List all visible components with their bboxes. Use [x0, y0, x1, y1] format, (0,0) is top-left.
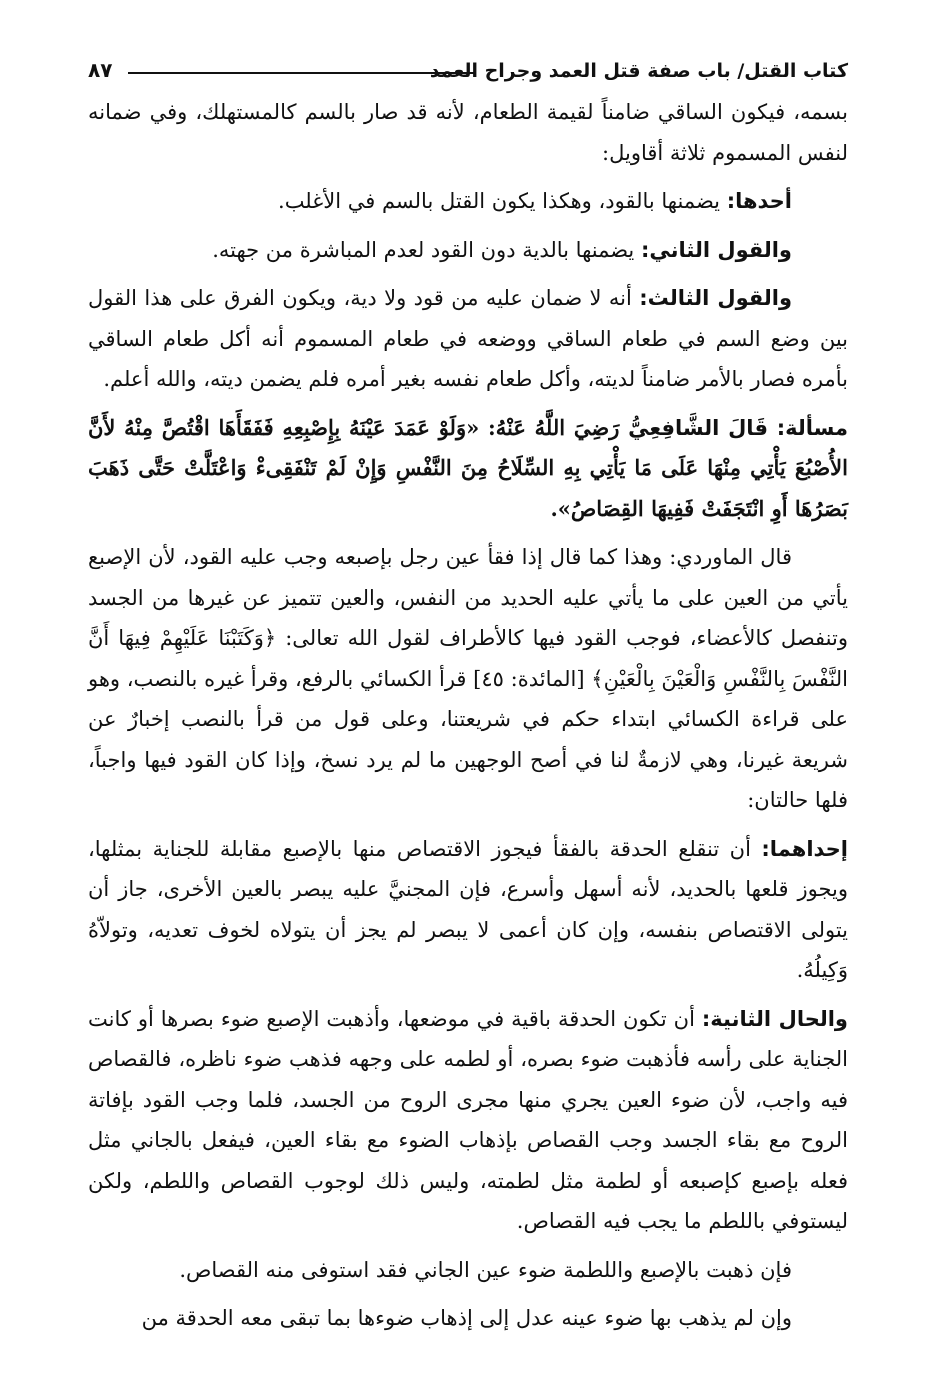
paragraph-text: أن تكون الحدقة باقية في موضعها، وأذهبت الإصبع ضوء بصرها أو كانت الجناية على رأسه فأذهبت ضوء بصره، أو لطمه على وجهه فذهب ضوء ناظره، فالقصاص فيه واجب، لأن ضوء العين يجري منها مجرى الروح من الجسد، فلما وجب القود بإفاتة الروح مع بقاء الجسد وجب القصاص بإذهاب الضوء مع بقاء العين، فيفعل بالجاني مثل فعله بإصبع كإصبعه أو لطمة مثل لطمته، وليس ذلك لوجوب القصاص واللطم، ولكن ليستوفي باللطم ما يجب فيه القصاص.: [88, 1006, 848, 1233]
paragraph-text: أنه لا ضمان عليه من قود ولا دية، ويكون الفرق على هذا القول بين وضع السم في طعام الساقي ووضعه في طعام المسموم أنه أكل طعام الساقي بأمره فصار بالأمر ضامناً لديته، وأكل طعام نفسه بغير أمره فلم يضمن ديته، والله أعلم.: [88, 286, 848, 391]
running-header: [88, 52, 848, 92]
paragraph-10: [88, 1298, 848, 1339]
paragraph-text: رَضِيَ اللَّهُ عَنْهُ: «وَلَوْ عَمَدَ عَيْنَهُ بِإِصْبِعِهِ فَفَقَأَهَا اقْتُصَّ مِنْهُ لأَنَّ الأُصْبُعَ يَأْتِي مِنْهَا عَلَى مَا يَأْتِي بِهِ السِّلَاحُ مِنَ النَّفْسِ وَإِنْ لَمْ تَنْفَقِىءْ وَاعْتَلَّتْ حَتَّى ذَهَبَ بَصَرُهَا أَوِ انْتَجَفَتْ فَفِيهَا القِصَاصُ».: [88, 414, 848, 521]
paragraph-text: بسمه، فيكون الساقي ضامناً لقيمة الطعام، لأنه قد صار بالسم كالمستهلك، وفي ضمانه لنفس المسموم ثلاثة أقاويل:: [88, 100, 848, 165]
book-page: [88, 52, 848, 1347]
paragraph-lead: أحدها:: [726, 189, 792, 213]
paragraph-text: يضمنها بالدية دون القود لعدم المباشرة من جهته.: [212, 237, 641, 262]
paragraph-7: [88, 829, 848, 991]
paragraph-text: وإن لم يذهب بها ضوء عينه عدل إلى إذهاب ضوءها بما تبقى معه الحدقة من: [141, 1306, 792, 1330]
paragraph-lead: إحداهما:: [761, 836, 848, 861]
paragraph-1: [88, 92, 848, 173]
paragraph-text: فإن ذهبت بالإصبع واللطمة ضوء عين الجاني فقد استوفى منه القصاص.: [179, 1257, 792, 1282]
paragraph-text: أن تنقلع الحدقة بالفقأ فيجوز الاقتصاص منها بالإصبع مقابلة للجناية بمثلها، ويجوز قلعها بالحديد، لأنه أسهل وأسرع، فإن المجنيَّ عليه يبصر بالعين الأخرى، جاز أن يتولى الاقتصاص بنفسه، وإن كان أعمى لا يبصر لم يجز أن يتولاه لخوف تعديه، وتولاّهُ وَكِيلُهُ.: [88, 836, 848, 982]
paragraph-9: [88, 1250, 848, 1291]
paragraph-lead: والقول الثاني:: [640, 237, 792, 262]
paragraph-text: يضمنها بالقود، وهكذا يكون القتل بالسم في الأغلب.: [278, 189, 727, 213]
paragraph-text: قال الماوردي: وهذا كما قال إذا فقأ عين رجل بإصبعه وجب عليه القود، لأن الإصبع يأتي من العين على ما يأتي عليه الحديد من النفس، والعين تتميز عن غيرها من الجسد وتنفصل كالأعضاء، فوجب القود فيها كالأطراف لقول الله تعالى: ﴿وَكَتَبْنَا عَلَيْهِمْ فِيهَا أَنَّ النَّفْسَ بِالنَّفْسِ وَالْعَيْنَ بِالْعَيْنِ﴾ [المائدة: ٤٥] قرأ الكسائي بالرفع، وقرأ غيره بالنصب، وهو على قراءة الكسائي ابتداء حكم في شريعتنا، وعلى قول من قرأ بالنصب إخبارٌ عن شريعة غيرنا، وهي لازمةٌ لنا في أصح الوجهين ما لم يرد نسخ، وإذا كان القود فيها واجباً، فلها حالتان:: [88, 545, 849, 812]
paragraph-lead: مسألة: قَالَ الشَّافِعِيُّ: [628, 415, 848, 440]
paragraph-3: [88, 230, 848, 271]
paragraph-8: [88, 999, 848, 1242]
paragraph-5: [88, 408, 848, 530]
paragraph-6: [88, 537, 848, 821]
paragraph-lead: والقول الثالث:: [639, 286, 792, 310]
paragraph-2: [88, 181, 848, 222]
paragraph-4: [88, 278, 848, 400]
header-rule: [128, 72, 476, 74]
header-title: كتاب القتل/ باب صفة قتل العمد وجراح العمد: [429, 60, 848, 82]
page-number: ٨٧: [88, 58, 113, 82]
paragraph-lead: والحال الثانية:: [701, 1006, 848, 1031]
body-text: [88, 92, 848, 1339]
